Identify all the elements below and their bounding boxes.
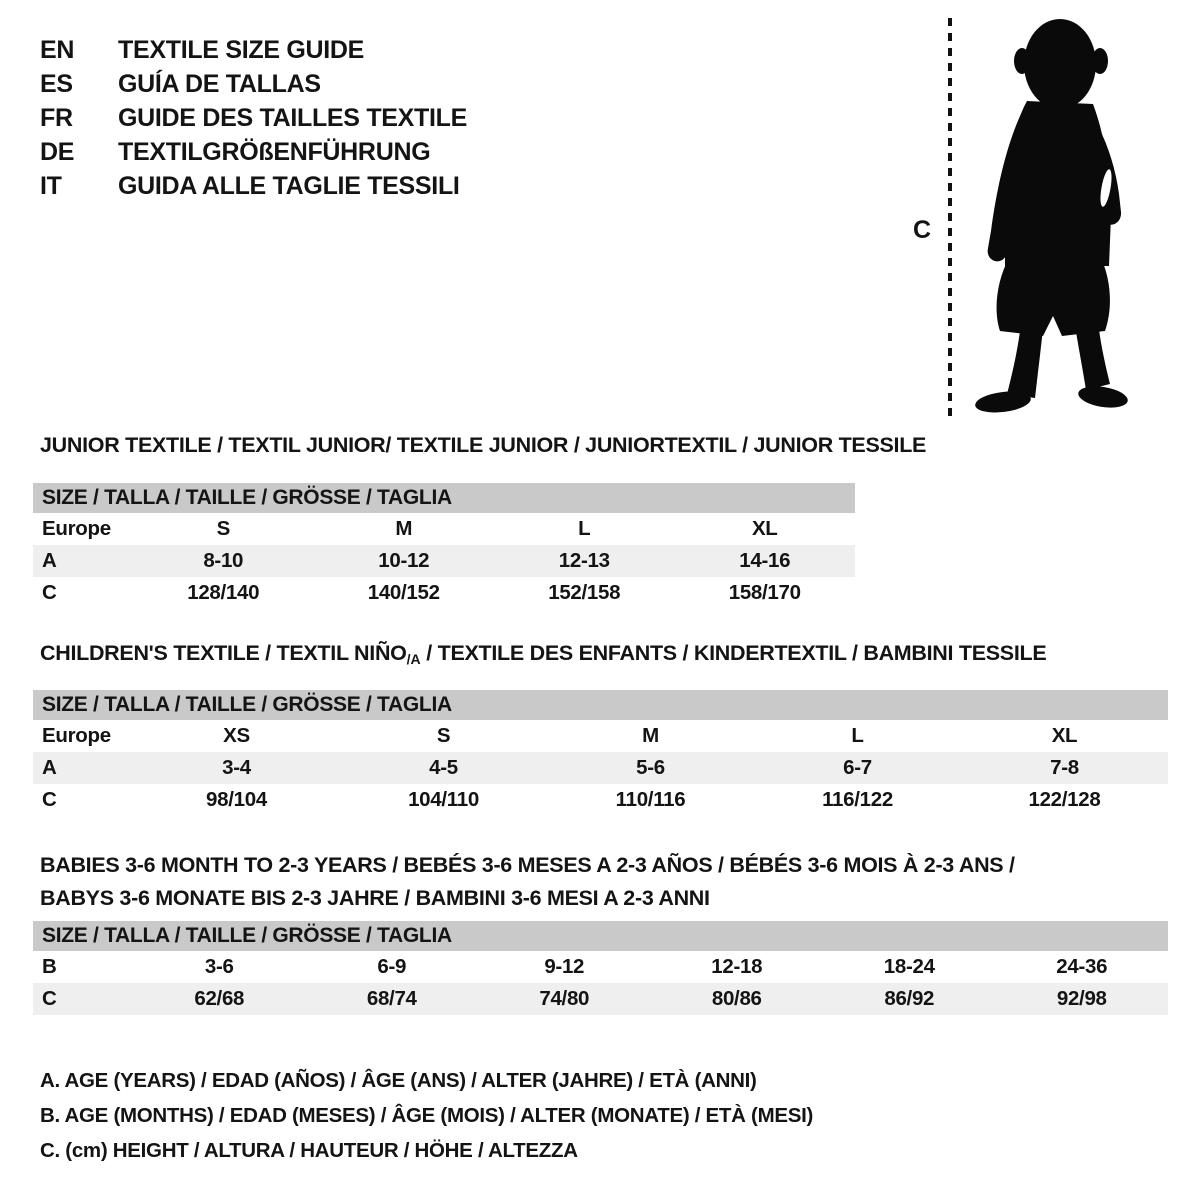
size-cell: 80/86 [711, 987, 762, 1010]
size-cell: S [436, 724, 451, 747]
size-cell: 18-24 [883, 955, 935, 978]
row-label: B [42, 955, 57, 978]
legend-line-c: C. (cm) HEIGHT / ALTURA / HAUTEUR / HÖHE / ALTEZZA [40, 1139, 578, 1162]
size-cell: 5-6 [636, 756, 665, 779]
section-title-junior: JUNIOR TEXTILE / TEXTIL JUNIOR/ TEXTILE JUNIOR / JUNIORTEXTIL / JUNIOR TESSILE [40, 433, 927, 457]
section-title-children [40, 641, 1046, 667]
size-cell: 12-13 [558, 549, 610, 572]
lang-code: IT [40, 171, 62, 200]
row-label: Europe [42, 724, 111, 747]
size-cell: 14-16 [739, 549, 791, 572]
baby-silhouette-icon [963, 16, 1148, 416]
size-cell: S [216, 517, 230, 540]
legend-line-b: B. AGE (MONTHS) / EDAD (MESES) / ÂGE (MOIS) / ALTER (MONATE) / ETÀ (MESI) [40, 1104, 814, 1127]
size-cell: 62/68 [194, 987, 245, 1010]
size-cell: 74/80 [539, 987, 590, 1010]
size-cell: XL [1051, 724, 1078, 747]
babies-size-table [33, 921, 1168, 1015]
lang-row-de [40, 135, 467, 169]
size-cell: 110/116 [615, 788, 686, 811]
row-label: Europe [42, 517, 111, 540]
lang-code: DE [40, 137, 75, 166]
size-cell: 6-9 [377, 955, 407, 978]
size-cell: 4-5 [429, 756, 458, 779]
lang-title: GUIDE DES TAILLES TEXTILE [118, 103, 468, 132]
size-cell: L [578, 517, 591, 540]
row-label: A [42, 549, 57, 572]
table-row-height [33, 784, 1168, 816]
size-cell: 128/140 [187, 581, 260, 604]
children-title-pre: CHILDREN'S TEXTILE / TEXTIL NIÑO [40, 641, 407, 665]
size-cell: 140/152 [367, 581, 440, 604]
table-row-height [33, 577, 855, 609]
height-dashed-line [948, 18, 952, 416]
size-cell: 152/158 [548, 581, 621, 604]
size-cell: 122/128 [1028, 788, 1101, 811]
size-cell: M [395, 517, 413, 540]
size-header-bar: SIZE / TALLA / TAILLE / GRÖSSE / TAGLIA [33, 921, 1168, 951]
row-label: C [42, 581, 57, 604]
size-header-bar: SIZE / TALLA / TAILLE / GRÖSSE / TAGLIA [33, 690, 1168, 720]
size-cell: 10-12 [378, 549, 430, 572]
size-cell: 7-8 [1050, 756, 1079, 779]
lang-row-en [40, 33, 467, 67]
table-row-europe [33, 720, 1168, 752]
height-measure-figure [905, 14, 1175, 420]
table-row-europe [33, 513, 855, 545]
size-cell: 3-4 [222, 756, 251, 779]
size-cell: 158/170 [728, 581, 801, 604]
table-row-height [33, 983, 1168, 1015]
lang-title: TEXTILGRÖßENFÜHRUNG [118, 137, 431, 166]
babies-title-line1: BABIES 3-6 MONTH TO 2-3 YEARS / BEBÉS 3-6 MESES A 2-3 AÑOS / BÉBÉS 3-6 MOIS À 2-3 ANS / [40, 853, 1015, 877]
row-label: C [42, 788, 57, 811]
size-cell: 116/122 [822, 788, 893, 811]
junior-size-table [33, 483, 855, 609]
lang-row-es [40, 67, 467, 101]
table-row-age [33, 752, 1168, 784]
size-header-bar: SIZE / TALLA / TAILLE / GRÖSSE / TAGLIA [33, 483, 855, 513]
babies-title-line2: BABYS 3-6 MONATE BIS 2-3 JAHRE / BAMBINI 3-6 MESI A 2-3 ANNI [40, 886, 710, 910]
size-cell: 8-10 [203, 549, 244, 572]
lang-title: GUIDA ALLE TAGLIE TESSILI [118, 171, 460, 200]
table-row-age [33, 545, 855, 577]
lang-title: GUÍA DE TALLAS [118, 69, 321, 98]
size-cell: 6-7 [843, 756, 872, 779]
size-cell: 98/104 [206, 788, 267, 811]
lang-row-it [40, 169, 467, 203]
size-cell: 9-12 [544, 955, 585, 978]
size-cell: 104/110 [408, 788, 479, 811]
height-measure-label: C [913, 216, 931, 244]
language-title-list [40, 33, 467, 203]
size-cell: 3-6 [204, 955, 234, 978]
lang-code: EN [40, 35, 75, 64]
lang-code: ES [40, 69, 73, 98]
children-title-post: / TEXTILE DES ENFANTS / KINDERTEXTIL / BAMBINI TESSILE [420, 641, 1047, 665]
children-size-table [33, 690, 1168, 816]
table-row-months [33, 951, 1168, 983]
size-cell: 12-18 [711, 955, 763, 978]
size-cell: 24-36 [1056, 955, 1108, 978]
lang-title: TEXTILE SIZE GUIDE [118, 35, 365, 64]
row-label: A [42, 756, 57, 779]
size-cell: L [851, 724, 864, 747]
size-cell: XS [223, 724, 250, 747]
size-cell: 92/98 [1056, 987, 1107, 1010]
legend-line-a: A. AGE (YEARS) / EDAD (AÑOS) / ÂGE (ANS) / ALTER (JAHRE) / ETÀ (ANNI) [40, 1069, 757, 1092]
measure-legend [40, 1063, 813, 1168]
size-cell: XL [751, 517, 778, 540]
size-cell: 68/74 [366, 987, 417, 1010]
lang-code: FR [40, 103, 73, 132]
size-cell: M [642, 724, 659, 747]
section-title-babies [40, 849, 1015, 915]
row-label: C [42, 987, 57, 1010]
lang-row-fr [40, 101, 467, 135]
size-cell: 86/92 [884, 987, 935, 1010]
children-title-sub: /A [406, 651, 421, 667]
